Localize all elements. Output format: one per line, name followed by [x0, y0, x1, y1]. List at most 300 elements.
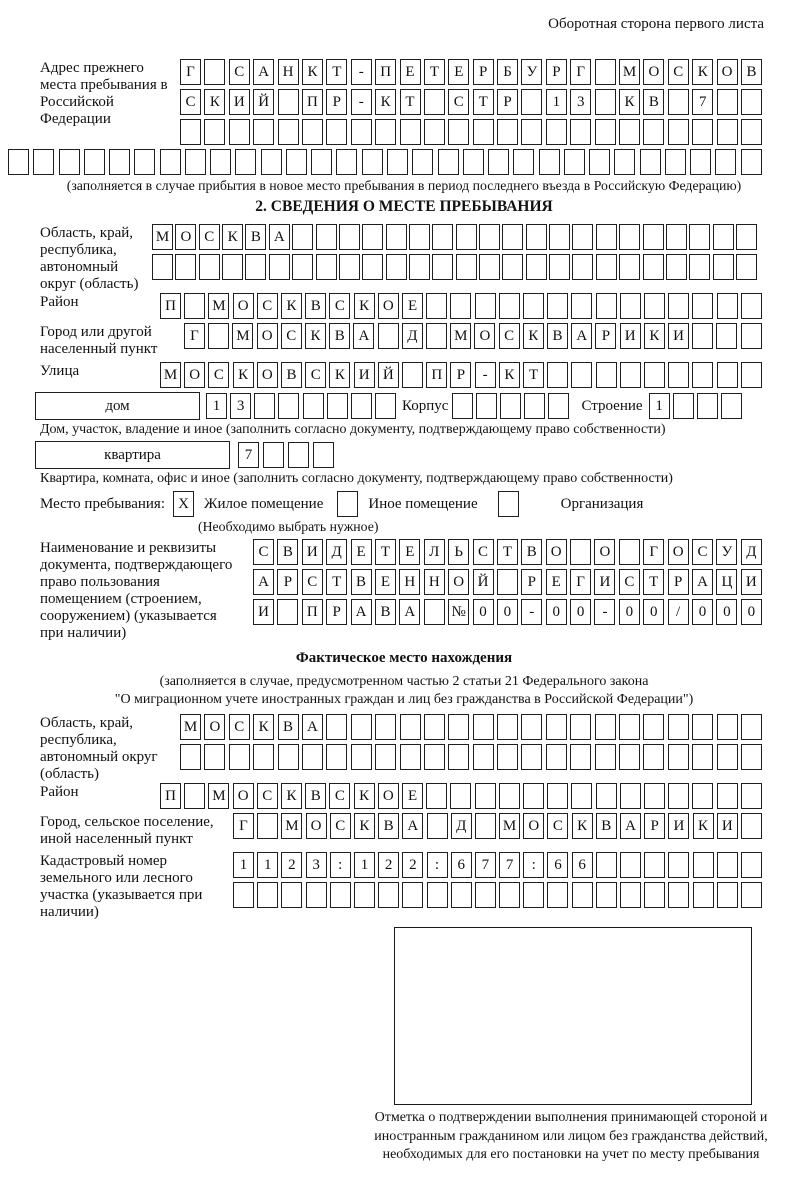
fact-district-field — [8, 783, 800, 809]
char-cell — [278, 119, 299, 145]
char-cell — [717, 852, 738, 878]
char-cell — [362, 149, 383, 175]
char-cell — [546, 119, 567, 145]
char-cell: Т — [424, 59, 445, 85]
char-cell — [362, 254, 383, 280]
char-cell — [640, 149, 661, 175]
char-cell — [572, 882, 593, 908]
char-cell: М — [232, 323, 253, 349]
char-cell — [717, 362, 738, 388]
apartment-note: Квартира, комната, офис и иное (заполнить согласно документу, подтверждающему право собственности) — [40, 471, 673, 486]
char-cell — [736, 254, 757, 280]
char-cell: М — [499, 813, 520, 839]
char-cell — [619, 119, 640, 145]
char-cell — [450, 293, 471, 319]
char-cell: С — [229, 714, 250, 740]
char-cell: М — [450, 323, 471, 349]
char-cell — [330, 882, 351, 908]
char-cell — [549, 254, 570, 280]
char-cell — [643, 744, 664, 770]
char-cell: М — [180, 714, 201, 740]
char-cell: А — [620, 813, 641, 839]
char-cell: П — [302, 89, 323, 115]
char-cell — [424, 714, 445, 740]
char-cell-row — [452, 393, 569, 419]
char-cell — [278, 89, 299, 115]
char-cell — [257, 882, 278, 908]
char-cell: Е — [399, 539, 420, 565]
char-cell — [668, 852, 689, 878]
char-cell — [741, 89, 762, 115]
char-cell: Н — [424, 569, 445, 595]
char-cell: Ь — [448, 539, 469, 565]
char-cell: О — [523, 813, 544, 839]
char-cell: - — [351, 59, 372, 85]
char-cell-row — [253, 539, 762, 565]
char-cell — [210, 149, 231, 175]
char-cell — [736, 224, 757, 250]
char-cell: О — [594, 539, 615, 565]
char-cell — [292, 224, 313, 250]
char-cell — [375, 714, 396, 740]
char-cell — [717, 783, 738, 809]
char-cell: Т — [400, 89, 421, 115]
prev-address-note: (заполняется в случае прибытия в новое место пребывания в период последнего въезда в Российскую Федерацию) — [66, 178, 742, 193]
char-cell — [644, 783, 665, 809]
char-cell: И — [253, 599, 274, 625]
char-cell — [473, 119, 494, 145]
char-cell — [596, 362, 617, 388]
char-cell: С — [330, 813, 351, 839]
char-cell: А — [692, 569, 713, 595]
char-cell: А — [571, 323, 592, 349]
char-cell: Р — [668, 569, 689, 595]
char-cell: В — [329, 323, 350, 349]
char-cell — [488, 149, 509, 175]
char-cell — [184, 293, 205, 319]
char-cell — [668, 89, 689, 115]
char-cell: Е — [402, 783, 423, 809]
char-cell: А — [351, 599, 372, 625]
char-cell — [351, 393, 372, 419]
char-cell: О — [175, 224, 196, 250]
char-cell — [547, 882, 568, 908]
char-cell — [277, 599, 298, 625]
char-cell: Г — [180, 59, 201, 85]
char-cell: В — [281, 362, 302, 388]
char-cell: Й — [378, 362, 399, 388]
char-cell — [402, 882, 423, 908]
char-cell: 3 — [306, 852, 327, 878]
char-cell — [596, 293, 617, 319]
char-cell: Т — [326, 569, 347, 595]
char-cell — [378, 882, 399, 908]
char-cell: Г — [570, 569, 591, 595]
char-cell: П — [160, 293, 181, 319]
char-cell-row — [152, 254, 757, 280]
char-cell — [424, 89, 445, 115]
char-cell — [715, 149, 736, 175]
char-cell: И — [717, 813, 738, 839]
char-cell: - — [475, 362, 496, 388]
char-cell — [502, 224, 523, 250]
char-cell: К — [222, 224, 243, 250]
char-cell: Г — [643, 539, 664, 565]
char-cell — [286, 149, 307, 175]
char-cell: М — [281, 813, 302, 839]
confirmation-stamp-box — [394, 927, 752, 1105]
fact-region-rows — [180, 714, 762, 770]
char-cell-row — [649, 393, 742, 419]
char-cell — [547, 293, 568, 319]
char-cell — [306, 882, 327, 908]
stay-type-row — [8, 491, 800, 517]
char-cell — [521, 744, 542, 770]
char-cell — [717, 882, 738, 908]
prev-address-rows — [180, 59, 762, 145]
char-cell: С — [668, 59, 689, 85]
char-cell — [595, 744, 616, 770]
char-cell — [570, 714, 591, 740]
char-cell: М — [160, 362, 181, 388]
char-cell: 6 — [547, 852, 568, 878]
char-cell — [692, 783, 713, 809]
char-cell — [438, 149, 459, 175]
char-cell-row — [233, 813, 762, 839]
char-cell-row — [160, 293, 762, 319]
char-cell — [426, 323, 447, 349]
stay-type-option-label: Жилое помещение — [204, 495, 324, 512]
char-cell — [570, 744, 591, 770]
char-cell — [326, 744, 347, 770]
char-cell: Л — [424, 539, 445, 565]
city-label: Город или другой населенный пункт — [40, 324, 158, 357]
char-cell: Д — [451, 813, 472, 839]
char-cell — [741, 119, 762, 145]
char-cell-row — [180, 59, 762, 85]
fact-district-label: Район — [40, 784, 79, 800]
char-cell — [263, 442, 284, 468]
char-cell: 7 — [499, 852, 520, 878]
char-cell: П — [426, 362, 447, 388]
char-cell: / — [668, 599, 689, 625]
char-cell — [386, 254, 407, 280]
char-cell — [692, 744, 713, 770]
char-cell — [351, 714, 372, 740]
char-cell — [596, 224, 617, 250]
char-cell — [668, 744, 689, 770]
char-cell — [673, 393, 694, 419]
char-cell — [692, 714, 713, 740]
char-cell — [620, 783, 641, 809]
char-cell — [204, 744, 225, 770]
char-cell: К — [281, 293, 302, 319]
char-cell: С — [257, 783, 278, 809]
char-cell: О — [378, 293, 399, 319]
char-cell: 1 — [257, 852, 278, 878]
char-cell: А — [269, 224, 290, 250]
char-cell — [497, 119, 518, 145]
char-cell — [741, 882, 762, 908]
stay-type-checkbox-organization — [498, 491, 519, 517]
char-cell — [521, 714, 542, 740]
char-cell — [278, 744, 299, 770]
char-cell — [717, 744, 738, 770]
char-cell: О — [257, 362, 278, 388]
char-cell — [208, 323, 229, 349]
char-cell: П — [160, 783, 181, 809]
char-cell — [546, 744, 567, 770]
char-cell — [378, 323, 399, 349]
char-cell: : — [523, 852, 544, 878]
char-cell — [432, 224, 453, 250]
char-cell: В — [547, 323, 568, 349]
char-cell — [690, 149, 711, 175]
char-cell: К — [375, 89, 396, 115]
char-cell: С — [199, 224, 220, 250]
char-cell — [222, 254, 243, 280]
page-title: Оборотная сторона первого листа — [548, 16, 764, 32]
char-cell: К — [305, 323, 326, 349]
char-cell: В — [305, 783, 326, 809]
char-cell: 7 — [238, 442, 259, 468]
char-cell — [741, 362, 762, 388]
char-cell — [570, 539, 591, 565]
char-cell — [427, 882, 448, 908]
char-cell — [448, 714, 469, 740]
char-cell: Т — [643, 569, 664, 595]
char-cell — [596, 783, 617, 809]
char-cell: Т — [523, 362, 544, 388]
char-cell — [261, 149, 282, 175]
char-cell — [692, 323, 713, 349]
char-cell: № — [448, 599, 469, 625]
char-cell: К — [233, 362, 254, 388]
char-cell — [717, 714, 738, 740]
char-cell — [717, 119, 738, 145]
char-cell — [475, 293, 496, 319]
char-cell: С — [281, 323, 302, 349]
char-cell-row — [253, 569, 762, 595]
char-cell-row — [184, 323, 762, 349]
char-cell — [451, 882, 472, 908]
char-cell: Т — [326, 59, 347, 85]
char-cell — [316, 254, 337, 280]
char-cell — [741, 149, 762, 175]
stay-type-checkbox-other — [337, 491, 358, 517]
char-cell — [448, 744, 469, 770]
char-cell — [741, 714, 762, 740]
char-cell — [473, 714, 494, 740]
char-cell — [643, 254, 664, 280]
char-cell: - — [351, 89, 372, 115]
char-cell — [424, 599, 445, 625]
char-cell: О — [378, 783, 399, 809]
char-cell: Д — [402, 323, 423, 349]
char-cell: 3 — [230, 393, 251, 419]
char-cell — [253, 744, 274, 770]
char-cell-row — [233, 882, 762, 908]
char-cell: С — [305, 362, 326, 388]
char-cell — [572, 224, 593, 250]
char-cell — [303, 393, 324, 419]
char-cell — [571, 362, 592, 388]
char-cell: Р — [521, 569, 542, 595]
char-cell: В — [741, 59, 762, 85]
char-cell: В — [305, 293, 326, 319]
char-cell — [513, 149, 534, 175]
char-cell: Р — [595, 323, 616, 349]
char-cell — [254, 393, 275, 419]
char-cell — [717, 293, 738, 319]
char-cell: Е — [400, 59, 421, 85]
char-cell — [619, 744, 640, 770]
char-cell — [547, 783, 568, 809]
char-cell: Т — [473, 89, 494, 115]
char-cell: 0 — [497, 599, 518, 625]
char-cell: С — [180, 89, 201, 115]
char-cell — [375, 393, 396, 419]
char-cell: М — [152, 224, 173, 250]
char-cell: - — [521, 599, 542, 625]
street-field — [8, 362, 800, 388]
char-cell — [339, 254, 360, 280]
char-cell — [620, 882, 641, 908]
char-cell: 2 — [378, 852, 399, 878]
char-cell — [475, 783, 496, 809]
char-cell — [741, 852, 762, 878]
house-box: дом — [35, 392, 200, 420]
char-cell — [521, 119, 542, 145]
char-cell: Т — [497, 539, 518, 565]
char-cell — [387, 149, 408, 175]
char-cell — [229, 119, 250, 145]
char-cell: С — [329, 293, 350, 319]
stay-type-checkbox-residential: X — [173, 491, 194, 517]
char-cell — [375, 744, 396, 770]
char-cell — [741, 293, 762, 319]
char-cell: И — [741, 569, 762, 595]
char-cell — [644, 362, 665, 388]
prev-address-label: Адрес прежнего места пребывания в Российской Федерации — [40, 60, 168, 127]
char-cell: К — [572, 813, 593, 839]
char-cell — [204, 59, 225, 85]
char-cell — [572, 254, 593, 280]
char-cell: А — [399, 599, 420, 625]
char-cell — [500, 393, 521, 419]
char-cell: В — [278, 714, 299, 740]
char-cell: О — [643, 59, 664, 85]
char-cell — [526, 224, 547, 250]
char-cell: К — [281, 783, 302, 809]
char-cell — [523, 783, 544, 809]
char-cell-row — [180, 714, 762, 740]
char-cell — [668, 293, 689, 319]
char-cell — [741, 813, 762, 839]
district-label: Район — [40, 294, 79, 310]
char-cell: С — [302, 569, 323, 595]
char-cell: В — [643, 89, 664, 115]
region-rows — [152, 224, 757, 280]
char-cell: В — [375, 599, 396, 625]
char-cell — [473, 744, 494, 770]
char-cell — [184, 783, 205, 809]
house-row — [8, 392, 800, 420]
char-cell — [375, 119, 396, 145]
char-cell — [564, 149, 585, 175]
char-cell — [278, 393, 299, 419]
char-cell — [199, 254, 220, 280]
char-cell: 0 — [546, 599, 567, 625]
section2-heading: 2. СВЕДЕНИЯ О МЕСТЕ ПРЕБЫВАНИЯ — [255, 198, 553, 215]
char-cell — [475, 882, 496, 908]
char-cell: Е — [375, 569, 396, 595]
char-cell — [666, 224, 687, 250]
char-cell: С — [253, 539, 274, 565]
fact-region-field — [8, 714, 800, 783]
char-cell — [409, 254, 430, 280]
char-cell — [595, 714, 616, 740]
char-cell: Р — [473, 59, 494, 85]
char-cell — [463, 149, 484, 175]
char-cell — [354, 882, 375, 908]
char-cell-row — [152, 224, 757, 250]
char-cell: С — [499, 323, 520, 349]
form-page — [0, 16, 800, 1165]
stroenie-label: Строение — [581, 397, 643, 414]
char-cell: 1 — [649, 393, 670, 419]
char-cell: 2 — [281, 852, 302, 878]
char-cell — [292, 254, 313, 280]
char-cell — [595, 89, 616, 115]
char-cell — [692, 362, 713, 388]
char-cell: И — [594, 569, 615, 595]
char-cell — [336, 149, 357, 175]
char-cell — [741, 783, 762, 809]
char-cell — [665, 149, 686, 175]
char-cell: К — [253, 714, 274, 740]
char-cell: О — [184, 362, 205, 388]
char-cell-row — [180, 89, 762, 115]
char-cell — [668, 882, 689, 908]
char-cell — [281, 882, 302, 908]
char-cell — [521, 89, 542, 115]
char-cell — [409, 224, 430, 250]
char-cell: К — [329, 362, 350, 388]
char-cell: 0 — [619, 599, 640, 625]
char-cell — [668, 783, 689, 809]
char-cell: К — [354, 293, 375, 319]
char-cell: И — [302, 539, 323, 565]
char-cell: В — [351, 569, 372, 595]
char-cell: 1 — [233, 852, 254, 878]
stamp-caption: Отметка о подтверждении выполнения принимающей стороной и иностранным гражданином или лицом без гражданства действий, необходимых для его постановки на учет по месту пребывания — [374, 1110, 768, 1162]
char-cell: 7 — [475, 852, 496, 878]
char-cell — [253, 119, 274, 145]
char-cell — [539, 149, 560, 175]
char-cell — [288, 442, 309, 468]
char-cell — [689, 224, 710, 250]
char-cell: С — [473, 539, 494, 565]
char-cell — [160, 149, 181, 175]
char-cell: Ц — [716, 569, 737, 595]
char-cell: В — [245, 224, 266, 250]
char-cell — [479, 254, 500, 280]
char-cell — [180, 119, 201, 145]
char-cell: Г — [233, 813, 254, 839]
char-cell: О — [306, 813, 327, 839]
char-cell — [185, 149, 206, 175]
